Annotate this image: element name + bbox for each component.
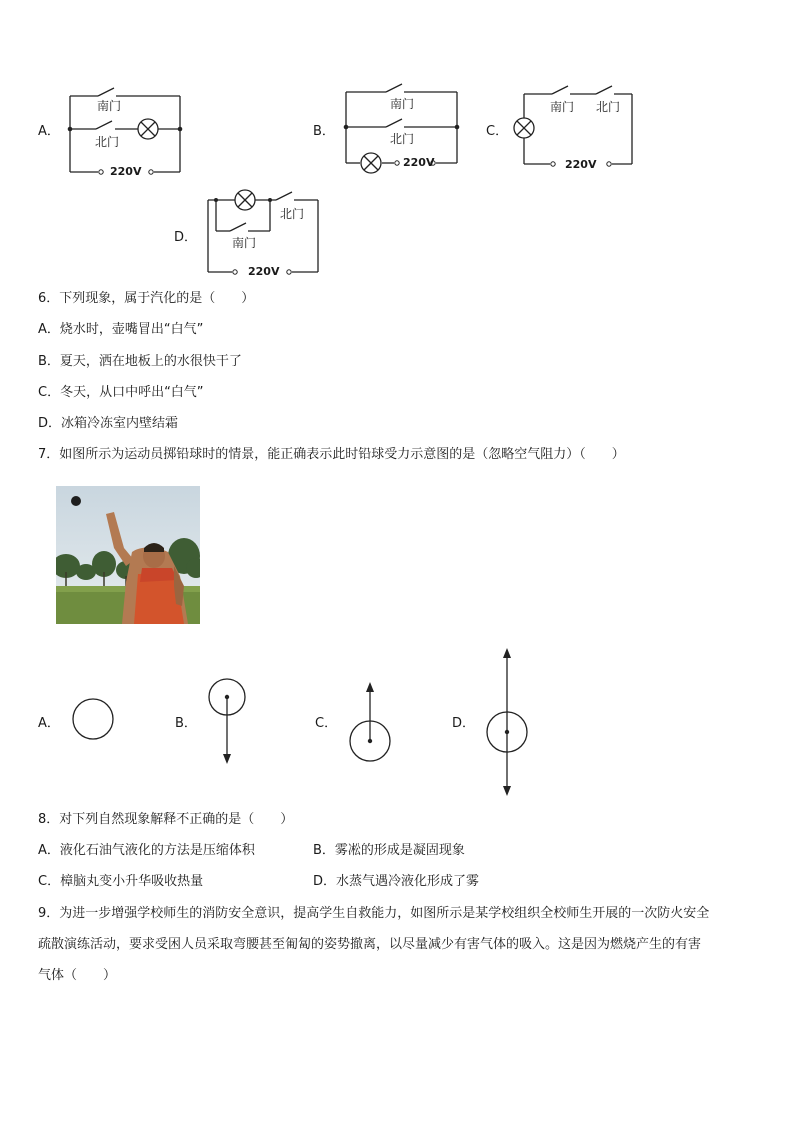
q7-option-d-label: D． (452, 716, 476, 731)
q8-option-c: C．樟脑丸变小升华吸收热量 (38, 874, 204, 889)
q9-line-3: 气体（ ） (38, 968, 117, 983)
q7-stem: 7．如图所示为运动员掷铅球时的情景，能正确表示此时铅球受力示意图的是（忽略空气阻力）（ ） (38, 447, 625, 462)
south-gate-label-c: 南门 (550, 100, 575, 114)
force-diagram-a (66, 694, 120, 746)
force-diagram-b (200, 674, 254, 770)
q7-option-c-label: C． (315, 716, 338, 731)
q6-option-d: D．冰箱冷冻室内壁结霜 (38, 416, 179, 431)
q8-option-d: D．水蒸气遇冷液化形成了雾 (313, 874, 480, 889)
q9-line-2: 疏散演练活动，要求受困人员采取弯腰甚至匍匐的姿势撤离，以尽量减少有害气体的吸入。这是因为燃烧产生的有害 (38, 937, 702, 952)
circuit-option-d-letter: D． (174, 230, 198, 245)
voltage-label-c: 220V (565, 158, 597, 171)
circuit-option-a-letter: A． (38, 124, 60, 139)
q9-line-1: 9．为进一步增强学校师生的消防安全意识，提高学生自救能力，如图所示是某学校组织全校师生开展的一次防火安全 (38, 906, 710, 921)
north-gate-label-a: 北门 (95, 135, 120, 149)
q6-stem: 6．下列现象，属于汽化的是（ ） (38, 291, 255, 306)
north-gate-label-b: 北门 (390, 132, 415, 146)
south-gate-label-a: 南门 (97, 99, 122, 113)
force-diagram-c (343, 676, 397, 766)
q8-option-a: A．液化石油气液化的方法是压缩体积 (38, 843, 255, 858)
q7-option-b-label: B． (175, 716, 197, 731)
south-gate-label-d: 南门 (232, 236, 257, 250)
q8-stem: 8．对下列自然现象解释不正确的是（ ） (38, 812, 294, 827)
north-gate-label-c: 北门 (596, 100, 621, 114)
voltage-label-a: 220V (110, 165, 142, 178)
voltage-label-b: 220V (403, 156, 435, 169)
force-diagram-d (480, 644, 534, 800)
q8-option-b: B．雾凇的形成是凝固现象 (313, 843, 465, 858)
north-gate-label-d: 北门 (280, 207, 305, 221)
circuit-option-c-letter: C． (486, 124, 509, 139)
circuit-option-b-letter: B． (313, 124, 335, 139)
shot-put-photo (56, 486, 200, 624)
q6-option-c: C．冬天，从口中呼出“白气” (38, 385, 204, 400)
voltage-label-d: 220V (248, 265, 280, 278)
q6-option-b: B．夏天，洒在地板上的水很快干了 (38, 354, 242, 369)
q7-option-a-label: A． (38, 716, 60, 731)
q6-option-a: A．烧水时，壶嘴冒出“白气” (38, 322, 204, 337)
south-gate-label-b: 南门 (390, 97, 415, 111)
